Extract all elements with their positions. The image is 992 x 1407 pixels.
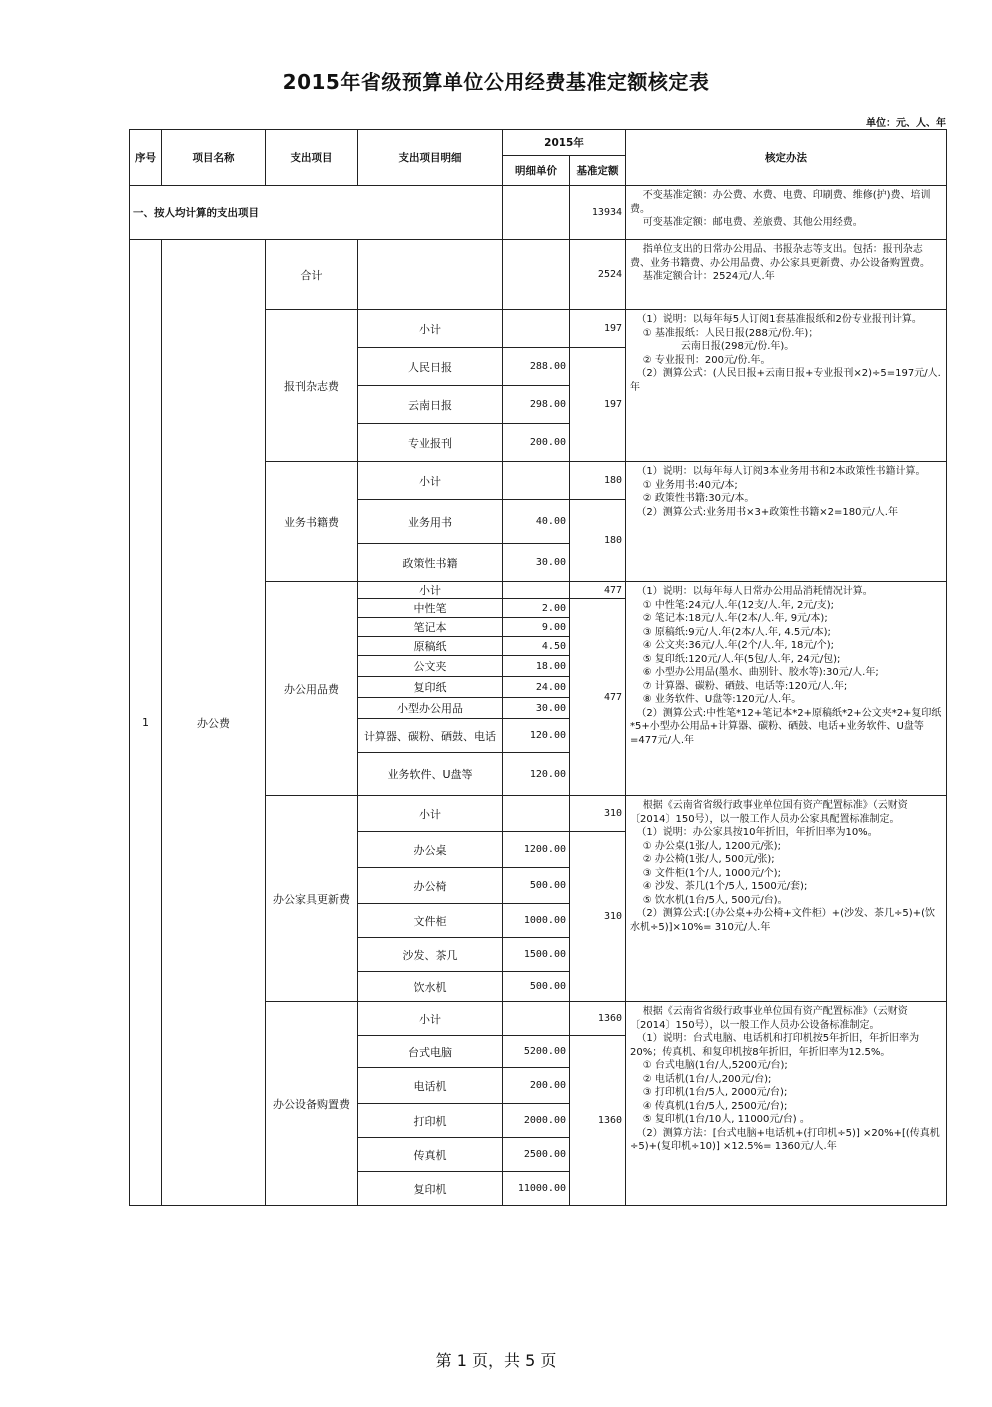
subtotal-value: 180 [570, 462, 626, 500]
item-label: 复印纸 [358, 677, 503, 698]
office-total-quota: 2524 [570, 240, 626, 310]
group-name: 业务书籍费 [266, 462, 358, 582]
group-note [626, 582, 947, 796]
subtotal-label: 小计 [358, 462, 503, 500]
item-price: 200.00 [503, 424, 570, 462]
header-expense-detail: 支出项目明细 [358, 130, 503, 186]
office-total-price [503, 240, 570, 310]
item-label: 云南日报 [358, 386, 503, 424]
item-price: 2000.00 [503, 1104, 570, 1138]
header-base-quota: 基准定额 [570, 156, 626, 186]
group-note-text: 根据《云南省省级行政事业单位国有资产配置标准》（云财资〔2014〕150号），以一般工作人员办公设备标准制定。 （1）说明：台式电脑、电话机和打印机按5年折旧，年折旧率为20%；传真机、和复印机按8年折旧，年折旧率为12.5%。 ① 台式电脑(1台/人,5200元/台); ② 电话机(1台/人,200元/台); ③ 打印机(1台/5人, 2000元/台); ④ 传真机(1台/5人, 2500元/台); ⑤ 复印机(1台/10人, 11000元/台) 。 （2）测算方法：[台式电脑+电话机+(打印机÷5)] ×20%+[(传真机÷5)+(复印机÷10)] ×12.5%= 1360元/人.年 [630, 1006, 940, 1152]
group-name: 办公用品费 [266, 582, 358, 796]
group-note-text: （1）说明：以每年每5人订阅1套基准报纸和2份专业报刊计算。 ① 基准报纸：人民日报(288元/份.年)； 云南日报(298元/份.年)。 ② 专业报刊：200元/份.年。 （2）测算公式：(人民日报+云南日报+专业报刊×2)÷5=197元/人.年 [630, 314, 941, 393]
group-name: 报刊杂志费 [266, 310, 358, 462]
subtotal-value: 310 [570, 796, 626, 832]
group-quota: 477 [570, 599, 626, 796]
item-price: 24.00 [503, 677, 570, 698]
subtotal-price [503, 796, 570, 832]
item-price: 40.00 [503, 500, 570, 544]
item-price: 500.00 [503, 972, 570, 1002]
item-label: 办公桌 [358, 832, 503, 868]
item-label: 传真机 [358, 1138, 503, 1172]
office-seq: 1 [130, 240, 162, 1206]
group-quota: 310 [570, 832, 626, 1002]
subtotal-value: 477 [570, 582, 626, 599]
item-label: 复印机 [358, 1172, 503, 1206]
group-quota: 1360 [570, 1036, 626, 1206]
item-label: 公文夹 [358, 656, 503, 677]
item-label: 政策性书籍 [358, 544, 503, 582]
item-label: 人民日报 [358, 348, 503, 386]
group-name: 办公家具更新费 [266, 796, 358, 1002]
header-unit-price: 明细单价 [503, 156, 570, 186]
item-price: 30.00 [503, 698, 570, 719]
item-price: 1500.00 [503, 938, 570, 972]
item-label: 沙发、茶几 [358, 938, 503, 972]
section-quota: 13934 [570, 186, 626, 240]
section-unit-price [503, 186, 570, 240]
subtotal-price [503, 1002, 570, 1036]
subtotal-label: 小计 [358, 310, 503, 348]
item-label: 笔记本 [358, 618, 503, 637]
subtotal-label: 小计 [358, 582, 503, 599]
item-price: 4.50 [503, 637, 570, 656]
header-project-name: 项目名称 [162, 130, 266, 186]
group-name: 办公设备购置费 [266, 1002, 358, 1206]
item-price: 288.00 [503, 348, 570, 386]
section-label: 一、按人均计算的支出项目 [130, 186, 503, 240]
item-label: 饮水机 [358, 972, 503, 1002]
subtotal-price [503, 462, 570, 500]
item-label: 台式电脑 [358, 1036, 503, 1068]
item-label: 电话机 [358, 1068, 503, 1104]
item-price: 9.00 [503, 618, 570, 637]
group-note-text: 根据《云南省省级行政事业单位国有资产配置标准》（云财资〔2014〕150号），以一般工作人员办公家具配置标准制定。 （1）说明：办公家具按10年折旧，年折旧率为10%。 ① 办公桌(1张/人, 1200元/张); ② 办公椅(1张/人, 500元/张); ③ 文件柜(1个/人, 1000元/个); ④ 沙发、茶几(1个/5人, 1500元/套); ⑤ 饮水机(1台/5人, 500元/台)。 （2）测算公式:[（办公桌+办公椅+文件柜）+(沙发、茶几÷5)+(饮水机÷5)]×10%= 310元/人.年 [630, 800, 935, 933]
group-quota: 197 [570, 348, 626, 462]
unit-label: 单位：元、人、年 [866, 118, 946, 129]
quota-table [129, 129, 947, 1206]
item-price: 2.00 [503, 599, 570, 618]
page-title: 2015年省级预算单位公用经费基准定额核定表 [282, 70, 710, 94]
item-price: 500.00 [503, 868, 570, 904]
item-price: 18.00 [503, 656, 570, 677]
item-price: 5200.00 [503, 1036, 570, 1068]
item-label: 业务软件、U盘等 [358, 753, 503, 796]
item-price: 11000.00 [503, 1172, 570, 1206]
subtotal-price [503, 582, 570, 599]
item-price: 30.00 [503, 544, 570, 582]
item-label: 打印机 [358, 1104, 503, 1138]
group-note-text: （1）说明：以每年每人订阅3本业务用书和2本政策性书籍计算。 ① 业务用书:40元/本; ② 政策性书籍:30元/本。 （2）测算公式:业务用书×3+政策性书籍×2=180元/人.年 [636, 466, 926, 518]
item-price: 2500.00 [503, 1138, 570, 1172]
header-year: 2015年 [503, 130, 626, 156]
item-price: 298.00 [503, 386, 570, 424]
item-price: 1200.00 [503, 832, 570, 868]
subtotal-label: 小计 [358, 796, 503, 832]
item-label: 计算器、碳粉、硒鼓、电话 [358, 719, 503, 753]
section-note: 不变基准定额：办公费、水费、电费、印刷费、维修(护)费、培训费。 可变基准定额：邮电费、差旅费、其他公用经费。 [626, 186, 947, 240]
item-price: 120.00 [503, 753, 570, 796]
item-price: 200.00 [503, 1068, 570, 1104]
group-note [626, 462, 947, 582]
group-note [626, 796, 947, 1002]
group-note-text: （1）说明：以每年每人日常办公用品消耗情况计算。 ① 中性笔:24元/人.年(12支/人.年, 2元/支); ② 笔记本:18元/人.年(2本/人.年, 9元/本); ③ 原稿纸:9元/人.年(2本/人.年, 4.5元/本); ④ 公文夹:36元/人.年(2个/人.年, 18元/个); ⑤ 复印纸:120元/人.年(5包/人.年, 24元/包); ⑥ 小型办公用品(墨水、曲别针、胶水等):30元/人.年; ⑦ 计算器、碳粉、硒鼓、电话等:120元/人.年; ⑧ 业务软件、U盘等:120元/人.年。 （2）测算公式:中性笔*12+笔记本*2+原稿纸*2+公文夹*2+复印纸*5+小型办公用品+计算器、碳粉、硒鼓、电话+业务软件、U盘等=477元/人.年 [630, 586, 942, 746]
header-method: 核定办法 [626, 130, 947, 186]
office-name: 办公费 [162, 240, 266, 1206]
item-price: 1000.00 [503, 904, 570, 938]
header-seq: 序号 [130, 130, 162, 186]
group-note [626, 1002, 947, 1206]
office-total-note: 指单位支出的日常办公用品、书报杂志等支出。包括：报刊杂志费、业务书籍费、办公用品费、办公家具更新费、办公设备购置费。 基准定额合计：2524元/人.年 [626, 240, 947, 310]
subtotal-price [503, 310, 570, 348]
item-label: 业务用书 [358, 500, 503, 544]
subtotal-label: 小计 [358, 1002, 503, 1036]
item-label: 中性笔 [358, 599, 503, 618]
office-total-detail [358, 240, 503, 310]
page-footer: 第 1 页，共 5 页 [435, 1351, 557, 1370]
subtotal-value: 1360 [570, 1002, 626, 1036]
item-label: 专业报刊 [358, 424, 503, 462]
item-label: 原稿纸 [358, 637, 503, 656]
header-expense-item: 支出项目 [266, 130, 358, 186]
item-price: 120.00 [503, 719, 570, 753]
group-quota: 180 [570, 500, 626, 582]
office-total-label: 合计 [266, 240, 358, 310]
item-label: 办公椅 [358, 868, 503, 904]
item-label: 小型办公用品 [358, 698, 503, 719]
item-label: 文件柜 [358, 904, 503, 938]
subtotal-value: 197 [570, 310, 626, 348]
group-note [626, 310, 947, 462]
